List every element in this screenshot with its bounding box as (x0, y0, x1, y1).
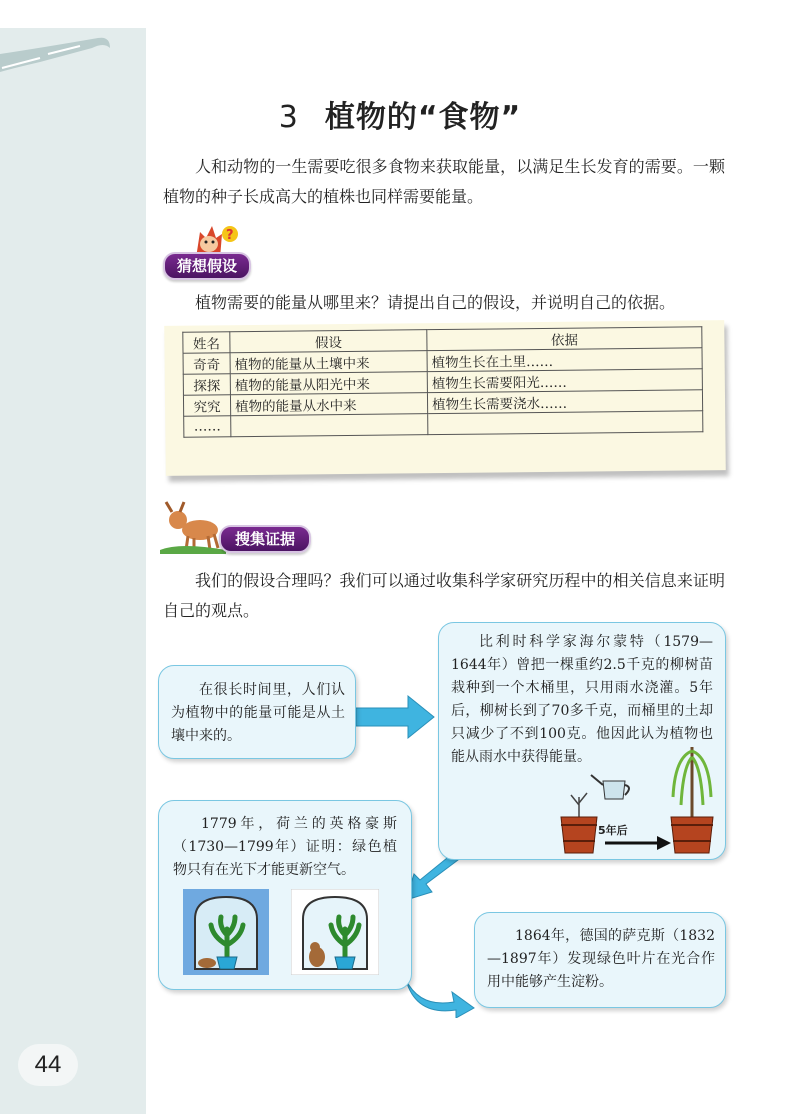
soil-hypothesis-box (158, 665, 356, 759)
sachs-text: 1864年，德国的萨克斯（1832—1897年）发现绿色叶片在光合作用中能够产生淀粉。 (487, 928, 715, 990)
guess-question: 植物需要的能量从哪里来？请提出自己的假设，并说明自己的依据。 (195, 293, 676, 312)
header-name: 姓名 (183, 332, 230, 353)
hypothesis-table-card (164, 320, 726, 476)
deer-mascot-icon (160, 500, 226, 554)
intro-paragraph: 人和动物的一生需要吃很多食物来获取能量，以满足生长发育的需要。一颗植物的种子长成高大的植株也同样需要能量。 (163, 157, 725, 206)
ingenhousz-experiment-box (158, 800, 412, 990)
page-title (150, 92, 650, 136)
table-cell: 植物的能量从土壤中来 (230, 351, 427, 374)
guess-hypothesis-badge: 猜想假设 (163, 252, 251, 280)
table-cell: 究究 (183, 395, 230, 416)
header-hypothesis: 假设 (230, 330, 427, 353)
lesson-number: 3 (278, 100, 299, 135)
collect-evidence-badge: 搜集证据 (219, 525, 311, 553)
helmont-text: 比利时科学家海尔蒙特（1579—1644年）曾把一棵重约2.5千克的柳树苗栽种到一个木桶里，只用雨水浇灌。5年后，柳树长到了70多千克，而桶里的土却只减少了不到100克。他因此认为植物也能从雨水中获得能量。 (451, 634, 713, 765)
header-basis: 依据 (427, 327, 702, 351)
page-curl-decoration (0, 28, 112, 72)
lesson-title: 植物的“食物” (324, 100, 522, 135)
table-cell (428, 411, 703, 435)
arrow-curve-icon (402, 978, 476, 1018)
evidence-paragraph: 我们的假设合理吗？我们可以通过收集科学家研究历程中的相关信息来证明自己的观点。 (163, 571, 725, 620)
ingenhousz-text: 1779年，荷兰的英格豪斯（1730—1799年）证明：绿色植物只有在光下才能更新空气。 (173, 816, 397, 878)
table-cell: 植物生长需要阳光…… (427, 369, 702, 393)
arrow-down-left-icon (404, 854, 460, 902)
table-cell: 奇奇 (183, 353, 230, 374)
table-cell: 植物生长在土里…… (427, 348, 702, 372)
hypothesis-table (182, 326, 703, 437)
sapling-bucket-icon (557, 779, 601, 855)
table-cell: 植物的能量从水中来 (230, 393, 427, 416)
sachs-experiment-box (474, 912, 726, 1008)
arrow-right-icon (356, 694, 436, 740)
helmont-experiment-box (438, 622, 726, 860)
soil-text: 在很长时间里，人们认为植物中的能量可能是从土壤中来的。 (171, 682, 345, 744)
table-cell (231, 414, 428, 437)
svg-text:?: ? (226, 228, 234, 243)
page-number: 44 (18, 1044, 78, 1086)
bell-jar-dark-icon (183, 889, 269, 975)
five-years-later-label: 5年后 (598, 824, 628, 837)
table-cell: 探探 (183, 374, 230, 395)
grown-willow-bucket-icon (665, 727, 719, 855)
table-cell: …… (184, 416, 231, 437)
bell-jar-light-icon (291, 889, 379, 975)
table-cell: 植物生长需要浇水…… (427, 390, 702, 414)
table-cell: 植物的能量从阳光中来 (230, 372, 427, 395)
page-sidebar (0, 28, 146, 1114)
